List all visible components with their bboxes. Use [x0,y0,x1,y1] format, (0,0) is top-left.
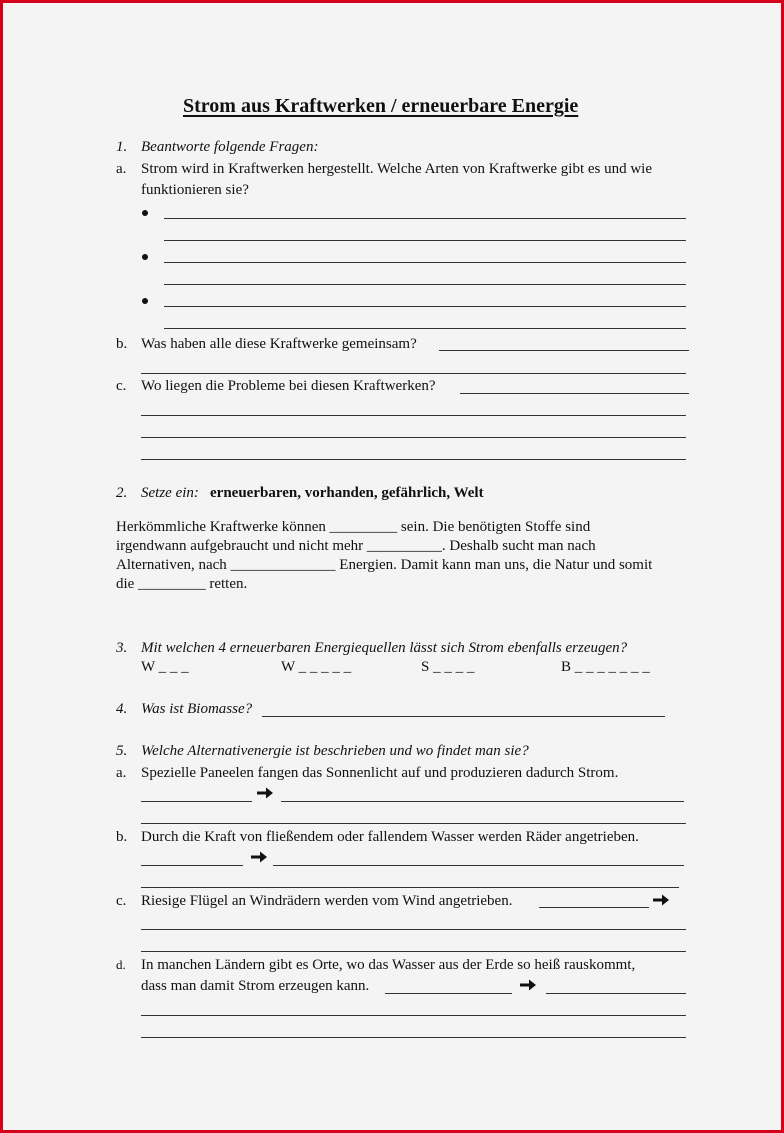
q2-cloze-line3: Alternativen, nach ______________ Energien. Damit kann man uns, die Natur und somit [116,557,653,573]
answer-line[interactable] [164,328,686,329]
answer-line[interactable] [262,716,665,717]
energy-name-line[interactable] [539,907,649,908]
answer-line[interactable] [164,218,686,219]
q4-prompt: Was ist Biomasse? [141,701,253,717]
q1c-label: c. [116,378,127,394]
energy-name-line[interactable] [385,993,512,994]
q5d-text-line2: dass man damit Strom erzeugen kann. [141,978,370,994]
answer-line[interactable] [141,415,686,416]
answer-line[interactable] [164,306,686,307]
q2-cloze-line4: die _________ retten. [116,576,248,592]
q5a-label: a. [116,765,127,781]
answer-line[interactable] [164,240,686,241]
bullet-icon [142,298,148,304]
answer-line[interactable] [141,887,679,888]
q1a-text-line2: funktionieren sie? [141,182,249,198]
q3-hint-sun: S _ _ _ _ [421,659,475,675]
right-arrow-icon [256,786,274,800]
answer-line[interactable] [141,437,686,438]
q3-number: 3. [116,640,128,656]
answer-line[interactable] [141,1015,686,1016]
q1b-label: b. [116,336,128,352]
answer-line[interactable] [460,393,689,394]
worksheet-title: Strom aus Kraftwerken / erneuerbare Energie [183,95,579,117]
q1c-text: Wo liegen die Probleme bei diesen Kraftwerken? [141,378,436,394]
q1-number: 1. [116,139,128,155]
q2-word-bank: erneuerbaren, vorhanden, gefährlich, Welt [210,485,484,501]
q5d-text-line1: In manchen Ländern gibt es Orte, wo das Wasser aus der Erde so heiß rauskommt, [141,957,636,973]
q2-prompt: Setze ein: [141,485,199,501]
bullet-icon [142,210,148,216]
answer-line[interactable] [141,459,686,460]
answer-line[interactable] [164,284,686,285]
q5b-text: Durch die Kraft von fließendem oder fallendem Wasser werden Räder angetrieben. [141,829,639,845]
q5c-label: c. [116,893,127,909]
q2-cloze-line2: irgendwann aufgebraucht und nicht mehr __________. Deshalb sucht man nach [116,538,596,554]
answer-line[interactable] [439,350,689,351]
answer-line[interactable] [273,865,684,866]
answer-line[interactable] [546,993,686,994]
answer-line[interactable] [141,951,686,952]
answer-line[interactable] [141,929,686,930]
answer-line[interactable] [281,801,684,802]
answer-line[interactable] [141,373,686,374]
answer-line[interactable] [164,262,686,263]
q2-number: 2. [116,485,128,501]
q5c-text: Riesige Flügel an Windrädern werden vom Wind angetrieben. [141,893,513,909]
q1a-label: a. [116,161,127,177]
q5a-text: Spezielle Paneelen fangen das Sonnenlicht auf und produzieren dadurch Strom. [141,765,619,781]
q3-hint-wind: W _ _ _ [141,659,189,675]
q5b-label: b. [116,829,128,845]
energy-name-line[interactable] [141,865,243,866]
q1-prompt: Beantworte folgende Fragen: [141,139,319,155]
q5-prompt: Welche Alternativenergie ist beschrieben und wo findet man sie? [141,743,529,759]
q3-prompt: Mit welchen 4 erneuerbaren Energiequellen lässt sich Strom ebenfalls erzeugen? [141,640,628,656]
q1b-text: Was haben alle diese Kraftwerke gemeinsam? [141,336,417,352]
q2-cloze-line1: Herkömmliche Kraftwerke können _________ sein. Die benötigten Stoffe sind [116,519,591,535]
right-arrow-icon [250,850,268,864]
q3-hint-biomass: B _ _ _ _ _ _ _ [561,659,650,675]
q5-number: 5. [116,743,128,759]
answer-line[interactable] [141,823,686,824]
right-arrow-icon [519,978,537,992]
q5d-label: d. [116,957,126,972]
right-arrow-icon [652,893,670,907]
energy-name-line[interactable] [141,801,252,802]
q1a-text-line1: Strom wird in Kraftwerken hergestellt. Welche Arten von Kraftwerke gibt es und wie [141,161,653,177]
bullet-icon [142,254,148,260]
q3-hint-water: W _ _ _ _ _ [281,659,352,675]
answer-line[interactable] [141,1037,686,1038]
q4-number: 4. [116,701,128,717]
